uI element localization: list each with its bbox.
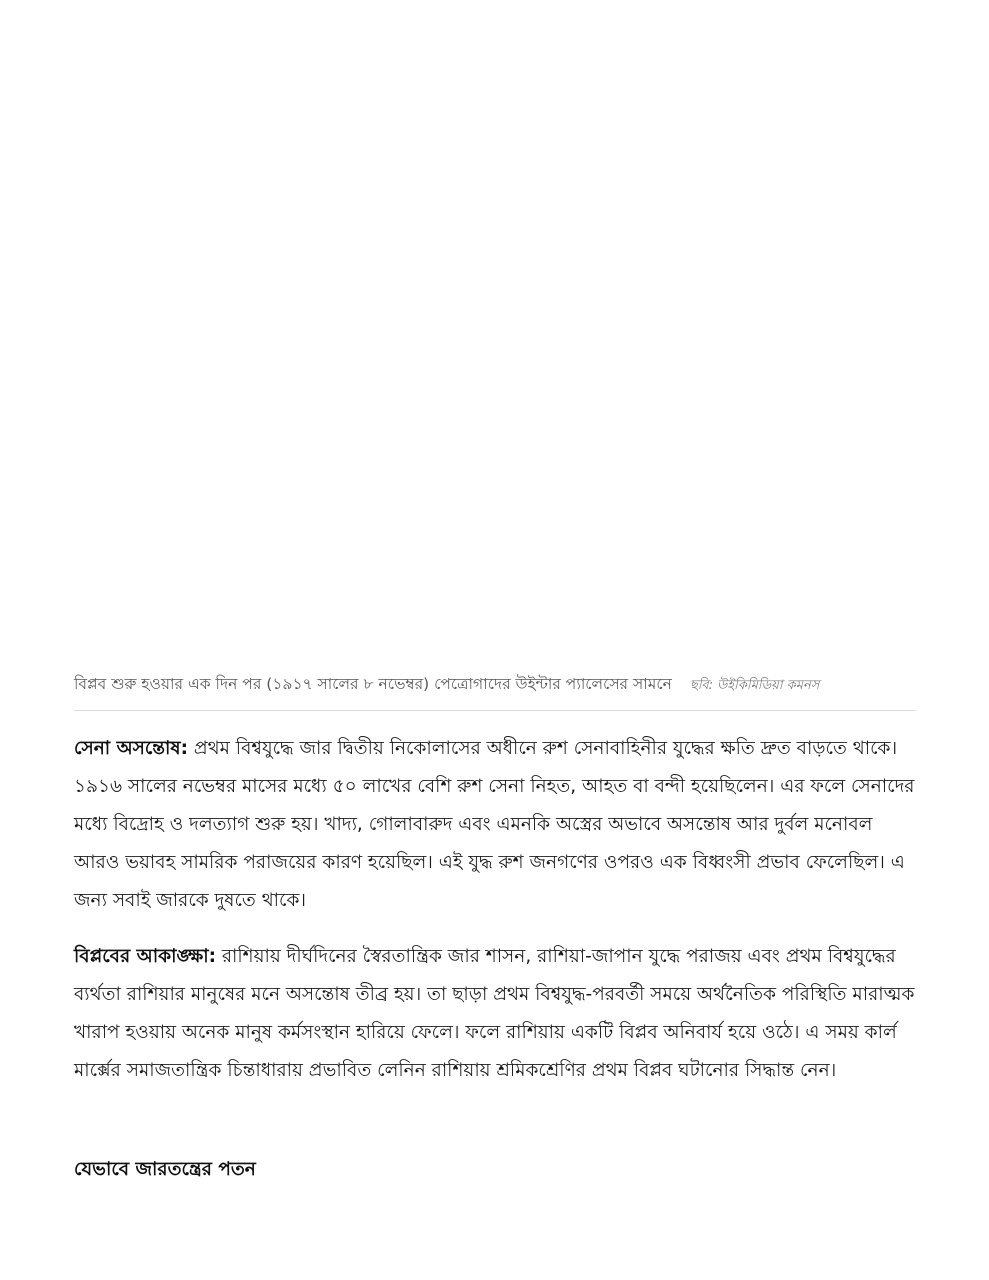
paragraph-revolution-desire (74, 938, 916, 1090)
paragraph-lead: সেনা অসন্তোষ: (74, 738, 188, 759)
article-photo (74, 0, 916, 660)
section-heading: যেভাবে জারতন্ত্রের পতন (74, 1159, 256, 1180)
paragraph-text: রাশিয়ায় দীর্ঘদিনের স্বৈরতান্ত্রিক জার শাসন, রাশিয়া-জাপান যুদ্ধে পরাজয় এবং প্রথম বিশ্বযুদ্ধের ব্যর্থতা রাশিয়ার মানুষের মনে অসন্তোষ তীব্র হয়। তা ছাড়া প্রথম বিশ্বযুদ্ধ-পরবর্তী সময়ে অর্থনৈতিক পরিস্থিতি মারাত্মক খারাপ হওয়ায় অনেক মানুষ কর্মসংস্থান হারিয়ে ফেলে। ফলে রাশিয়ায় একটি বিপ্লব অনিবার্য হয়ে ওঠে। এ সময় কার্ল মার্ক্সের সমাজতান্ত্রিক চিন্তাধারায় প্রভাবিত লেনিন রাশিয়ায় শ্রমিকশ্রেণির প্রথম বিপ্লব ঘটানোর সিদ্ধান্ত নেন। (74, 946, 915, 1081)
caption-divider (74, 710, 916, 711)
photo-caption (74, 672, 916, 698)
paragraph-lead: বিপ্লবের আকাঙ্ক্ষা: (74, 946, 216, 967)
paragraph-army-discontent (74, 730, 916, 920)
photo-credit: ছবি: উইকিমিডিয়া কমনস (689, 678, 820, 693)
paragraph-text: প্রথম বিশ্বযুদ্ধে জার দ্বিতীয় নিকোলাসের অধীনে রুশ সেনাবাহিনীর যুদ্ধের ক্ষতি দ্রুত বাড়তে থাকে। ১৯১৬ সালের নভেম্বর মাসের মধ্যে ৫০ লাখের বেশি রুশ সেনা নিহত, আহত বা বন্দী হয়েছিলেন। এর ফলে সেনাদের মধ্যে বিদ্রোহ ও দলত্যাগ শুরু হয়। খাদ্য, গোলাবারুদ এবং এমনকি অস্ত্রের অভাবে অসন্তোষ আর দুর্বল মনোবল আরও ভয়াবহ সামরিক পরাজয়ের কারণ হয়েছিল। এই যুদ্ধ রুশ জনগণের ওপরও এক বিধ্বংসী প্রভাব ফেলেছিল। এ জন্য সবাই জারকে দুষতে থাকে। (74, 738, 915, 911)
caption-text: বিপ্লব শুরু হওয়ার এক দিন পর (১৯১৭ সালের ৮ নভেম্বর) পেত্রোগাদের উইন্টার প্যালেসের সামনে (74, 675, 672, 693)
article-body (74, 730, 916, 1090)
